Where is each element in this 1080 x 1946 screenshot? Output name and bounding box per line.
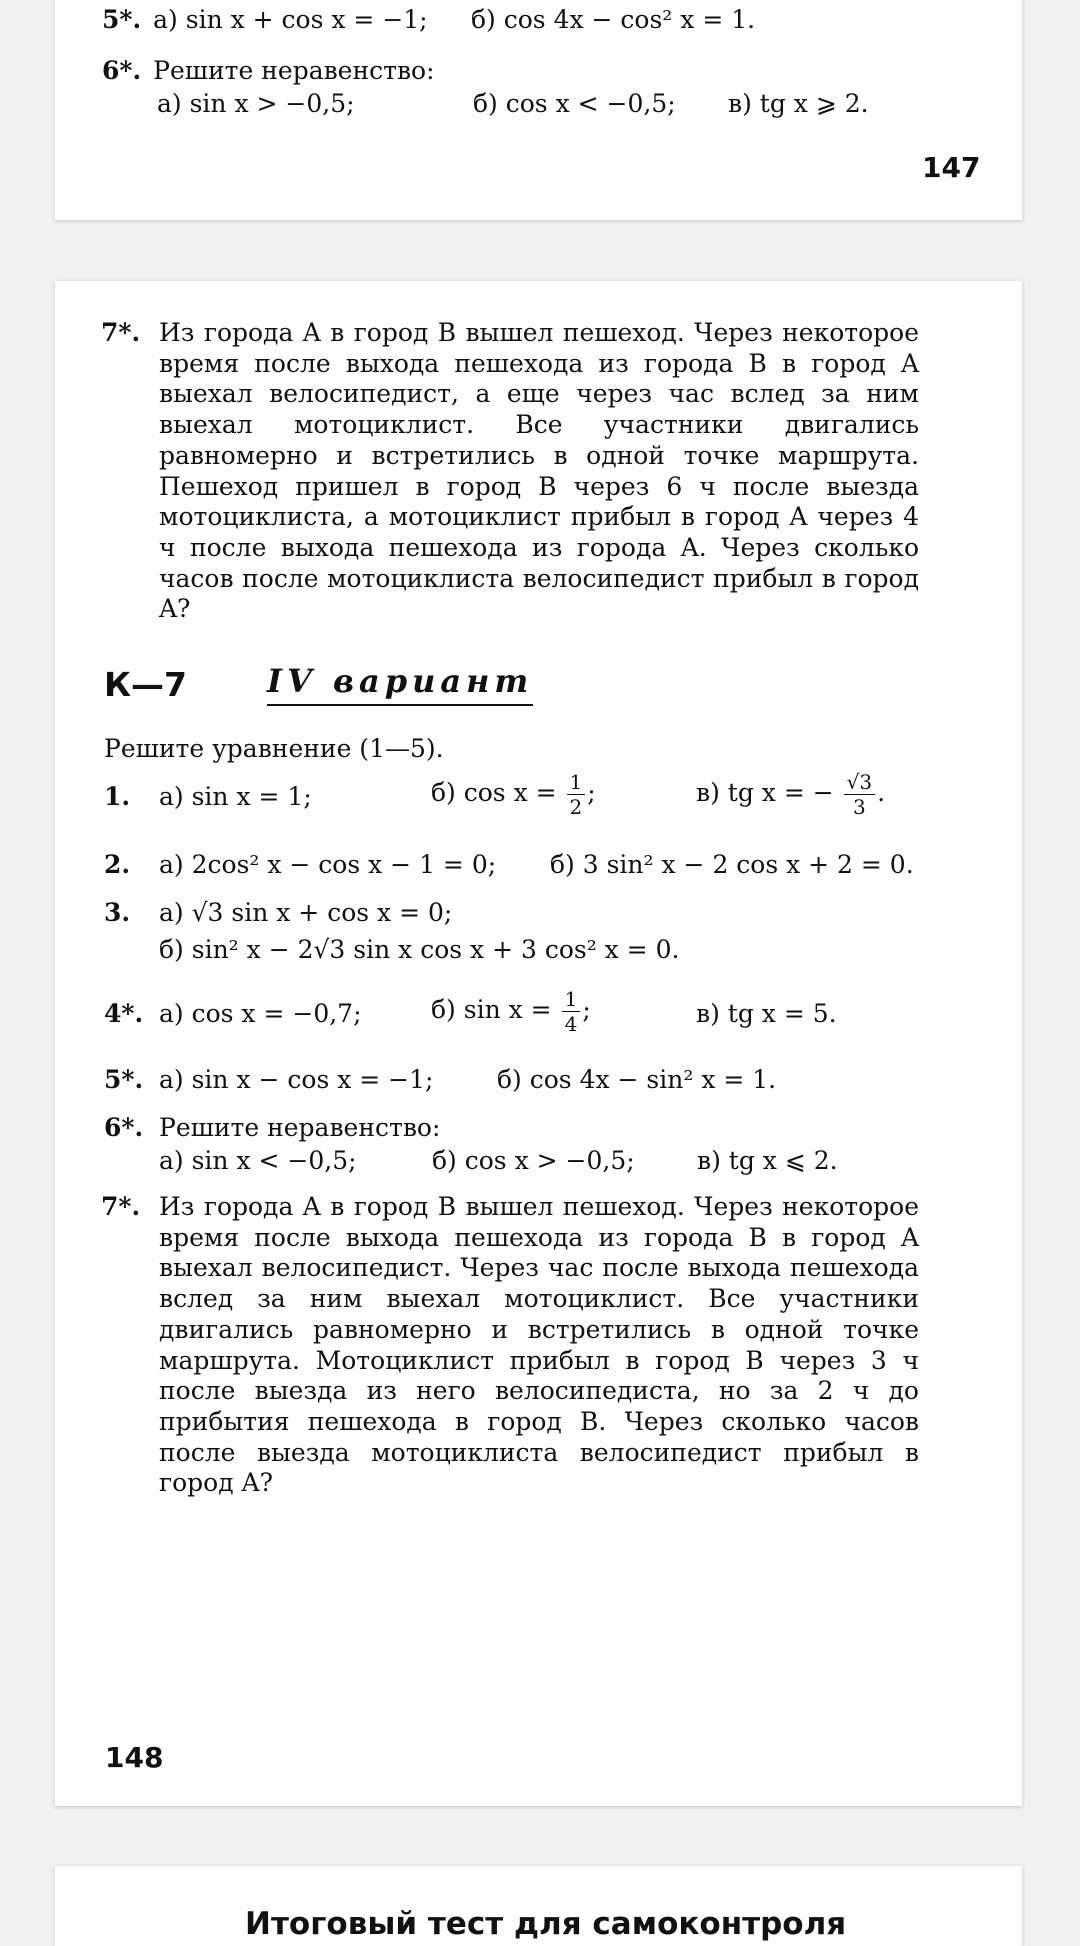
task-6-title: Решите неравенство:: [159, 1113, 441, 1142]
task-4-c: в) tg x = 5.: [696, 999, 837, 1028]
fraction: [844, 770, 875, 819]
page-number: 148: [105, 1741, 164, 1774]
task-7-prev: [101, 318, 919, 625]
page-next: [55, 1866, 1022, 1946]
fraction: [562, 987, 581, 1036]
task-6-c: в) tg x ⩽ 2.: [697, 1146, 838, 1175]
fraction-numerator: √3: [844, 770, 875, 795]
task-4-b-label: б) sin x =: [431, 995, 552, 1024]
task-4-b: б) sin x = $\frac{1}{4}$ ;: [431, 987, 591, 1036]
task-6-prev-title: [102, 58, 435, 83]
task-6-b: б) cos x < −0,5;: [473, 89, 676, 118]
task-2-a: а) 2cos² x − cos x − 1 = 0;: [159, 850, 497, 879]
task-number: 7*.: [101, 318, 141, 347]
task-4-a: а) cos x = −0,7;: [159, 999, 362, 1028]
task-6-prev-items: [157, 89, 869, 118]
task-5-b: б) cos 4x − cos² x = 1.: [471, 5, 756, 34]
task-5-a: а) sin x − cos x = −1;: [159, 1065, 434, 1094]
section-code: К—7: [104, 665, 187, 704]
fraction-denominator: 2: [569, 795, 583, 819]
task-6-items: [159, 1146, 838, 1175]
task-4: [104, 987, 837, 1036]
task-1-b: б) cos x = $\frac{1}{2}$ ;: [431, 770, 596, 819]
fraction-numerator: 1: [562, 987, 581, 1012]
fraction-denominator: 4: [564, 1012, 578, 1036]
task-6-c: в) tg x ⩾ 2.: [728, 89, 869, 118]
task-number: 6*.: [102, 56, 142, 85]
task-1-c-label: в) tg x = −: [696, 778, 834, 807]
fraction-numerator: 1: [567, 770, 586, 795]
task-number: 5*.: [104, 1065, 144, 1094]
instruction: Решите уравнение (1—5).: [104, 734, 444, 763]
task-5-prev: [102, 5, 756, 34]
task-1: [104, 770, 886, 819]
task-2-b: б) 3 sin² x − 2 cos x + 2 = 0.: [550, 850, 914, 879]
task-6-title: Решите неравенство:: [153, 56, 435, 85]
task-2: [104, 850, 914, 879]
task-5-b: б) cos 4x − sin² x = 1.: [497, 1065, 777, 1094]
task-number: 4*.: [104, 999, 144, 1028]
page-148: [55, 281, 1022, 1806]
task-number: 5*.: [102, 5, 142, 34]
task-7-prev-text: Из города A в город B вышел пешеход. Через некоторое время после выхода пешехода из города B в город A выехал велосипедист, а еще через час вслед за ним выехал мотоциклист. Все участники двигались равномерно и встретились в одной точке маршрута. Пешеход пришел в город B через 6 ч после выезда мотоциклиста, а мотоциклист прибыл в город A через 4 ч после выхода пешехода из города A. Через сколько часов после мотоциклиста велосипедист прибыл в город A?: [159, 318, 919, 624]
task-3-a: а) √3 sin x + cos x = 0;: [159, 898, 453, 927]
task-7: [101, 1192, 919, 1499]
task-6-a: а) sin x < −0,5;: [159, 1146, 357, 1175]
task-6-a: а) sin x > −0,5;: [157, 89, 355, 118]
task-5-a: а) sin x + cos x = −1;: [153, 5, 428, 34]
task-1-a: а) sin x = 1;: [159, 782, 312, 811]
page-147: [55, 0, 1022, 220]
task-number: 2.: [104, 850, 131, 879]
task-number: 7*.: [101, 1192, 141, 1221]
task-number: 3.: [104, 898, 131, 927]
task-6-b: б) cos x > −0,5;: [432, 1146, 635, 1175]
task-number: 1.: [104, 782, 131, 811]
fraction-denominator: 3: [852, 795, 866, 819]
task-1-c: в) tg x = − $\frac{√3}{3}$ .: [696, 770, 886, 819]
fraction: [567, 770, 586, 819]
task-7-text: Из города A в город B вышел пешеход. Через некоторое время после выхода пешехода из города B в город A выехал велосипедист. Через час после выхода пешехода вслед за ним выехал мотоциклист. Все участники двигались равномерно и встретились в одной точке маршрута. Мотоциклист прибыл в город B через 3 ч после выезда из него велосипедиста, но за 2 ч до прибытия пешехода в город B. Через сколько часов после выезда мотоциклиста велосипедист прибыл в город A?: [159, 1192, 919, 1498]
task-3: [104, 898, 453, 927]
task-6: [104, 1113, 441, 1142]
task-3-b: б) sin² x − 2√3 sin x cos x + 3 cos² x = 0.: [159, 935, 680, 964]
task-number: 6*.: [104, 1113, 144, 1142]
page-number: 147: [922, 151, 981, 184]
variant-title: IV вариант: [267, 662, 533, 706]
task-5: [104, 1065, 777, 1094]
page-heading: Итоговый тест для самоконтроля: [245, 1906, 847, 1942]
task-1-b-label: б) cos x =: [431, 778, 557, 807]
